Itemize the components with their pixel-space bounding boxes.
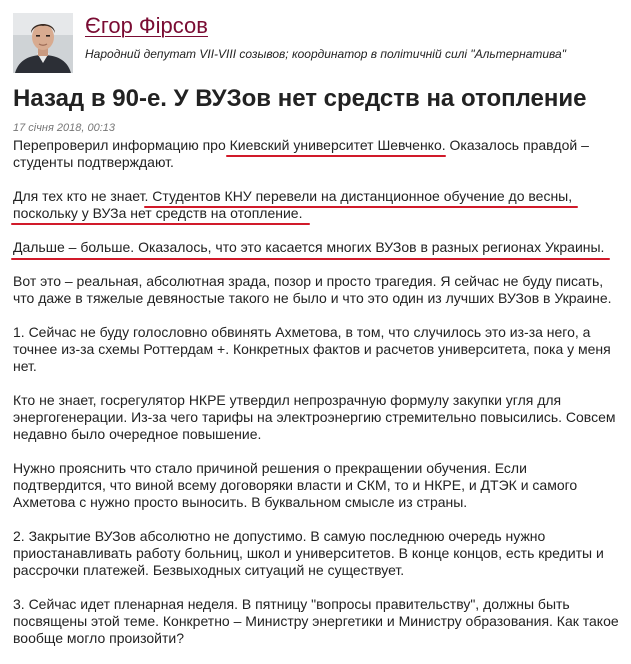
- p3-highlight: [13, 239, 604, 256]
- p2-highlight-text-2: поскольку у ВУЗа нет средств на отопление.: [13, 205, 303, 221]
- p2-highlight-text-1: Студентов КНУ перевели на дистанционное обучение до весны,: [152, 188, 573, 204]
- p2-text-before: Для тех кто не знает.: [13, 188, 153, 204]
- p2-highlight-line-1: [152, 188, 572, 205]
- paragraph-2: [13, 188, 623, 222]
- paragraph-6: Кто не знает, госрегулятор НКРЕ утвердил непрозрачную формулу закупки угля для энергогенерации. Из-за чего тарифы на электроэнергию стремительно повысились. Совсем недавно было очередное повышение.: [13, 392, 616, 442]
- p1-highlight-text: Киевский университет Шевченко: [229, 137, 442, 153]
- highlight-underline: [11, 258, 610, 260]
- paragraph-3: [13, 239, 623, 256]
- author-description: Народний депутат VII-VIII созывов; координатор в політичній силі "Альтернатива": [85, 47, 566, 61]
- paragraph-1: [13, 137, 623, 171]
- paragraph-8: 2. Закрытие ВУЗов абсолютно не допустимо. В самую последнюю очередь нужно приостанавливать работу больниц, школ и университетов. В конце концов, есть кредиты и рассрочки платежей. Безвыходных ситуаций не существует.: [13, 528, 604, 578]
- paragraph-7: Нужно прояснить что стало причиной решения о прекращении обучения. Если подтвердится, что виной всему договоряки власти и СКМ, то и НКРЕ, и ДТЭК и самого Ахметова с нужно просто выносить. В буквальном смысле из страны.: [13, 460, 578, 510]
- article-body: [13, 137, 623, 664]
- post-date: 17 січня 2018, 00:13: [13, 122, 116, 134]
- p3-highlight-text: Дальше – больше. Оказалось, что это касается многих ВУЗов в разных регионах Украины.: [13, 239, 605, 255]
- p1-highlight: [230, 137, 442, 154]
- avatar[interactable]: [13, 13, 73, 73]
- highlight-underline: [226, 155, 446, 157]
- author-photo: [13, 13, 73, 73]
- paragraph-4: Вот это – реальная, абсолютная зрада, позор и просто трагедия. Я сейчас не буду писать, что даже в тяжелые девяностые такого не было и что это один из лучших ВУЗов в Украине.: [13, 273, 612, 306]
- author-name-link[interactable]: Єгор Фірсов: [85, 13, 208, 38]
- page-title: Назад в 90-е. У ВУЗов нет средств на отопление: [13, 85, 587, 112]
- p2-highlight-line-2: [13, 205, 302, 222]
- p1-text-before: Перепроверил информацию про: [13, 137, 230, 153]
- author-block: [13, 13, 613, 73]
- highlight-underline: [11, 223, 310, 225]
- paragraph-5: 1. Сейчас не буду голословно обвинять Ахметова, в том, что случилось это из-за него, а точнее из-за схемы Роттердам +. Конкретных фактов и расчетов университета, пока у меня нет.: [13, 324, 611, 374]
- p1-text-after: . Оказалось правдой – студенты подтверждают.: [13, 137, 589, 170]
- paragraph-9: 3. Сейчас идет пленарная неделя. В пятницу "вопросы правительству", должны быть посвящены этой теме. Конкретно – Министру энергетики и Министру образования. Как такое вообще могло произойти?: [13, 596, 619, 646]
